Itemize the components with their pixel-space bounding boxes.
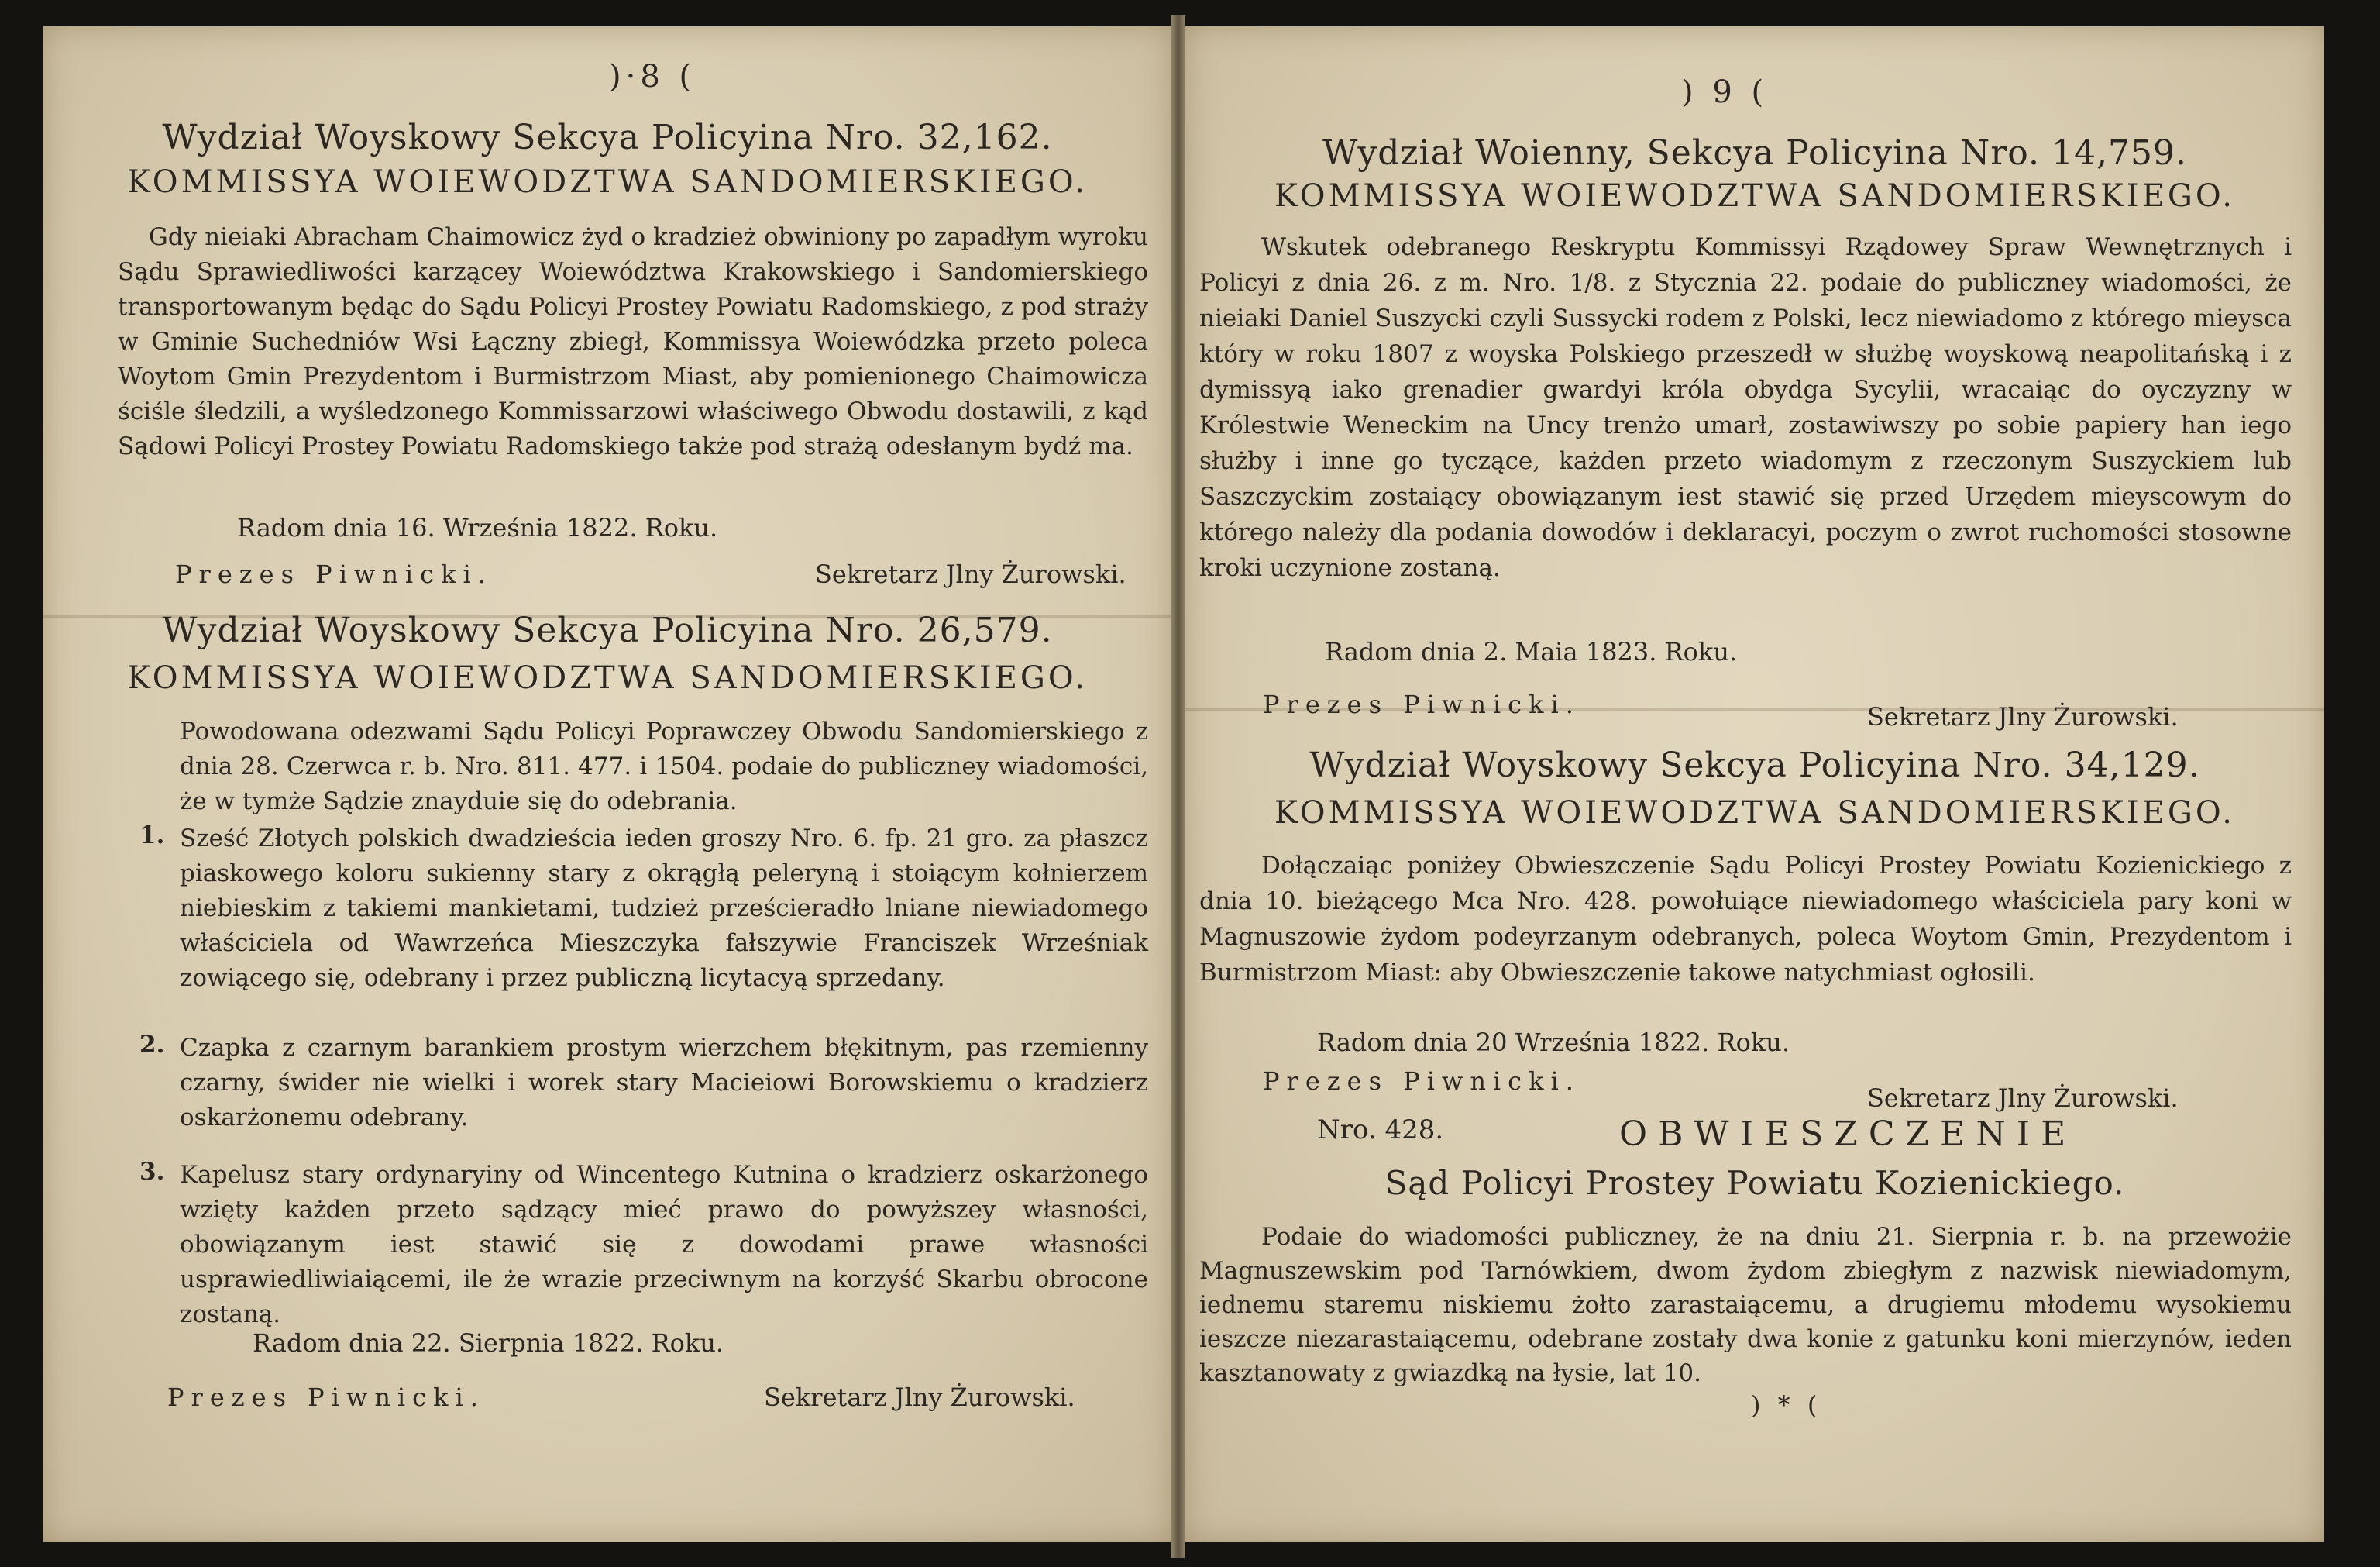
commission-title: KOMMISSYA WOIEWODZTWA SANDOMIERSKIEGO. [1274,795,2236,831]
announcement-body: Podaie do wiadomości publiczney, że na dniu 21. Sierpnia r. b. na przewożie Magnuszewskim pod Tarnówkiem, dwom żydom zbiegłym z nazwisk niewiadomym, iednemu staremu niskiemu żołto zarastaiącemu, a drugiemu młodemu wysokiemu ieszcze niezarastaiącemu, odebrane zostały dwa konie z gatunku koni mierzynów, ieden kasztanowaty z gwiazdką na łysie, lat 10. [1199,1223,2292,1387]
notice-intro: Powodowana odezwami Sądu Policyi Poprawczey Obwodu Sandomierskiego z dnia 28. Czerwca r. b. Nro. 811. 477. i 1504. podaie do publiczney wiadomości, że w tymże Sądzie znayduie się do odebrania. [180,718,1148,815]
left-page [43,26,1171,1542]
item-number: 2. [139,1031,165,1059]
commission-title: KOMMISSYA WOIEWODZTWA SANDOMIERSKIEGO. [126,164,1089,200]
notice-header: Wydział Woienny, Sekcya Policyina Nro. 14,759. [1322,133,2187,173]
announcement-number: Nro. 428. [1317,1114,1444,1145]
list-item: Sześć Złotych polskich dwadzieścia ieden groszy Nro. 6. fp. 21 gro. za płaszcz piaskowego koloru sukienny stary z okrągłą peleryną i stoiącym kołnierzem niebieskim z takiemi mankietami, tudzież prześcieradło lniane niewiadomego właściciela od Wawrzeńca Mieszczyka fałszywie Franciszek Wrześniak zowiącego się, odebrany i przez publiczną licytacyą sprzedany. [180,825,1148,992]
catchword: ) * ( [1751,1390,1822,1420]
notice-president: Prezes Piwnicki. [1263,1066,1580,1096]
item-number: 3. [139,1158,165,1186]
notice-header: Wydział Woyskowy Sekcya Policyina Nro. 32,162. [162,118,1053,157]
announcement-court: Sąd Policyi Prostey Powiatu Kozienickiego. [1384,1164,2125,1202]
item-number: 1. [139,821,165,849]
notice-body: Gdy nieiaki Abracham Chaimowicz żyd o kradzież obwiniony po zapadłym wyroku Sądu Sprawiedliwości karzącey Woiewództwa Krakowskiego i Sandomierskiego transportowanym będąc do Sądu Policyi Prostey Powiatu Radomskiego, z pod straży w Gminie Suchedniów Wsi Łączny zbiegł, Kommissya Woiewódzka przeto poleca Woytom Gmin Prezydentom i Burmistrzom Miast, aby pomienionego Chaimowicza ściśle śledzili, a wyśledzonego Kommissarzowi właściwego Obwodu dostawili, z kąd Sądowi Policyi Prostey Powiatu Radomskiego także pod strażą odesłanym bydź ma. [118,223,1148,460]
notice-secretary: Sekretarz Jlny Żurowski. [764,1383,1075,1412]
list-item: Kapelusz stary ordynaryiny od Wincentego Kutnina o kradzierz oskarżonego wzięty każden przeto sądzący mieć prawo do powyższey własności, obowiązanym iest stawić się z dowodami prawe własności usprawiedliwiaiącemi, ile że wrazie przeciwnym na korzyść Skarbu obrocone zostaną. [180,1161,1148,1328]
notice-secretary: Sekretarz Jlny Żurowski. [1867,1083,2179,1113]
list-item: Czapka z czarnym barankiem prostym wierzchem błękitnym, pas rzemienny czarny, świder nie wielki i worek stary Macieiowi Borowskiemu o kradzierz oskarżonemu odebrany. [180,1034,1148,1131]
page-number: )·8 ( [609,59,696,95]
commission-title: KOMMISSYA WOIEWODZTWA SANDOMIERSKIEGO. [126,660,1089,696]
notice-header: Wydział Woyskowy Sekcya Policyina Nro. 34,129. [1309,746,2200,785]
notice-date: Radom dnia 16. Września 1822. Roku. [237,513,718,542]
notice-date: Radom dnia 22. Sierpnia 1822. Roku. [253,1328,724,1358]
notice-secretary: Sekretarz Jlny Żurowski. [815,560,1126,589]
notice-date: Radom dnia 20 Września 1822. Roku. [1317,1028,1790,1057]
notice-date: Radom dnia 2. Maia 1823. Roku. [1325,637,1738,666]
notice-header: Wydział Woyskowy Sekcya Policyina Nro. 26,579. [162,611,1053,650]
notice-president: Prezes Piwnicki. [167,1383,485,1412]
notice-secretary: Sekretarz Jlny Żurowski. [1867,702,2179,732]
announcement-title: OBWIESZCZENIE [1619,1114,2077,1154]
notice-president: Prezes Piwnicki. [175,560,493,589]
page-number: ) 9 ( [1681,74,1769,110]
notice-body: Dołączaiąc poniżey Obwieszczenie Sądu Policyi Prostey Powiatu Kozienickiego z dnia 10. bieżącego Mca Nro. 428. powołuiące niewiadomego właściciela pary koni w Magnuszowie żydom podeyrzanym odebranych, poleca Woytom Gmin, Prezydentom i Burmistrzom Miast: aby Obwieszczenie takowe natychmiast ogłosili. [1199,852,2292,987]
notice-president: Prezes Piwnicki. [1263,690,1580,719]
notice-body: Wskutek odebranego Reskryptu Kommissyi Rządowey Spraw Wewnętrznych i Policyi z dnia 26. z m. Nro. 1/8. z Stycznia 22. podaie do publiczney wiadomości, że nieiaki Daniel Suszycki czyli Sussycki rodem z Polski, lecz niewiadomo z którego mieysca który w roku 1807 z woyska Polskiego przeszedł w służbę woyskową neapolitańską i z dymissyą iako grenadier gwardyi króla obydga Sycylii, wracaiąc do oyczyzny w Królestwie Weneckim na Uncy trenżo umarł, zostawiwszy po sobie papiery han iego służby i inne go tyczące, każden przeto wiadomym z rzeczonym Suszyckiem lub Saszczyckim zostaiący obowiązanym iest stawić się przed Urzędem mieyscowym do którego należy dla podania dowodów i deklaracyi, poczym o zwrot ruchomości stosowne kroki uczynione zostaną. [1199,233,2292,582]
commission-title: KOMMISSYA WOIEWODZTWA SANDOMIERSKIEGO. [1274,178,2236,214]
book-gutter [1171,15,1185,1558]
right-page [1185,26,2324,1542]
